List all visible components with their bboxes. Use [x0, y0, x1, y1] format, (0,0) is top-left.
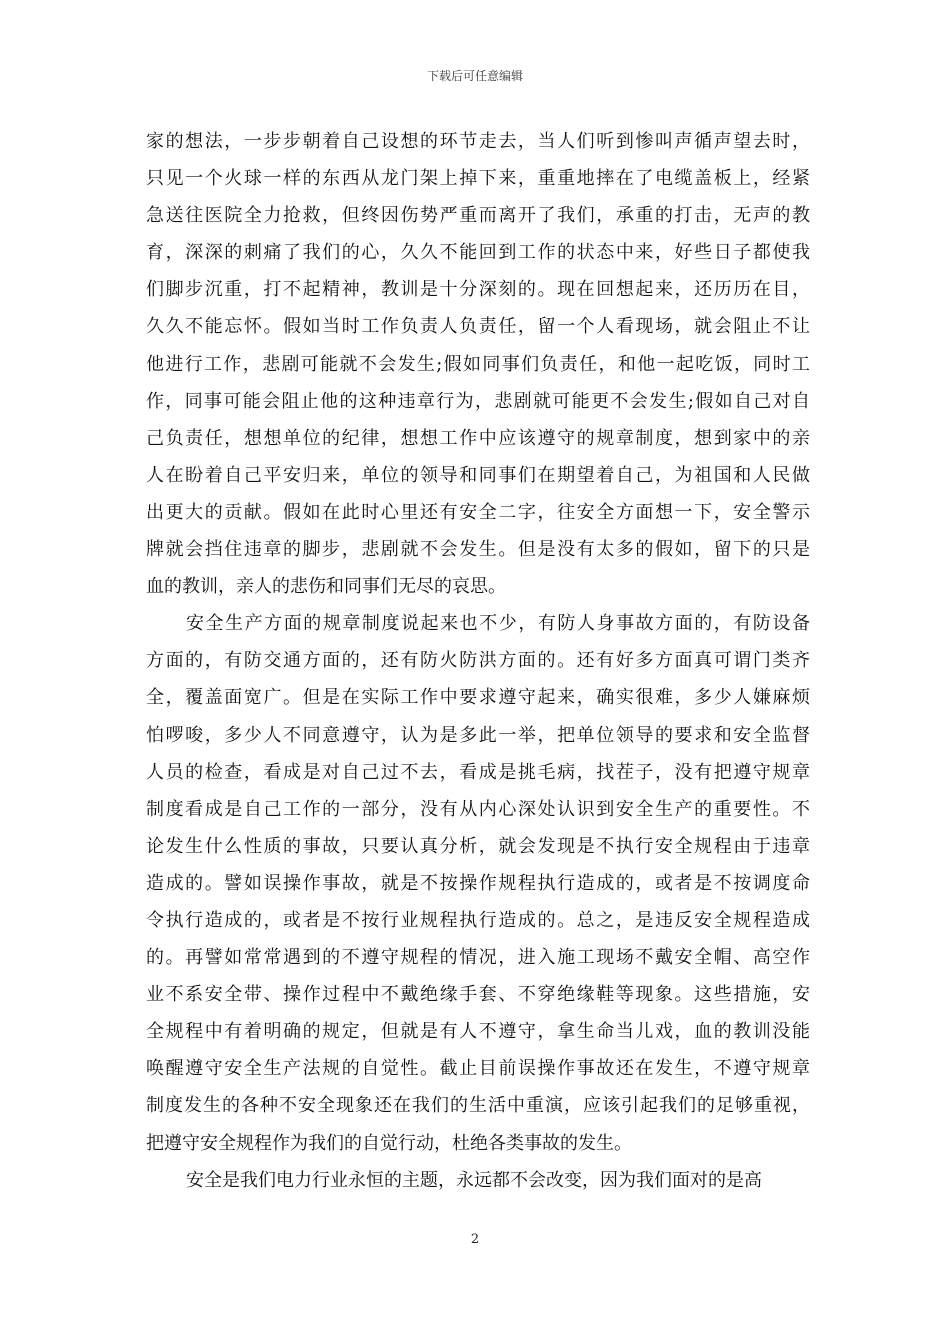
- text-line: 只见一个火球一样的东西从龙门架上掉下来，重重地摔在了电缆盖板上，经紧: [146, 168, 810, 190]
- text-line: 造成的。譬如误操作事故，就是不按操作规程执行造成的，或者是不按调度命: [146, 872, 810, 894]
- text-line: 全，覆盖面宽广。但是在实际工作中要求遵守起来，确实很难，多少人嫌麻烦: [146, 687, 810, 709]
- text-line: 唤醒遵守安全生产法规的自觉性。截止目前误操作事故还在发生，不遵守规章: [146, 1058, 810, 1080]
- text-line: 育，深深的刺痛了我们的心，久久不能回到工作的状态中来，好些日子都使我: [146, 242, 810, 264]
- text-line: 急送往医院全力抢救，但终因伤势严重而离开了我们，承重的打击，无声的教: [146, 205, 810, 227]
- text-line: 安全生产方面的规章制度说起来也不少，有防人身事故方面的，有防设备: [186, 613, 810, 635]
- text-line: 令执行造成的，或者是不按行业规程执行造成的。总之，是违反安全规程造成: [146, 909, 810, 931]
- page-number: 2: [470, 1232, 480, 1247]
- text-line: 业不系安全带、操作过程中不戴绝缘手套、不穿绝缘鞋等现象。这些措施，安: [146, 984, 810, 1006]
- text-line: 的。再譬如常常遇到的不遵守规程的情况，进入施工现场不戴安全帽、高空作: [146, 947, 810, 969]
- paragraph: [146, 1162, 810, 1199]
- page-header: 下载后可任意编辑: [426, 69, 523, 83]
- text-line: 怕啰唆，多少人不同意遵守，认为是多此一举，把单位领导的要求和安全监督: [146, 724, 810, 746]
- text-line: 血的教训，亲人的悲伤和同事们无尽的哀思。: [146, 576, 506, 598]
- text-line: 久久不能忘怀。假如当时工作负责人负责任，留一个人看现场，就会阻止不让: [146, 316, 810, 338]
- text-line: 牌就会挡住违章的脚步，悲剧就不会发生。但是没有太多的假如，留下的只是: [146, 539, 810, 561]
- text-line: 他进行工作，悲剧可能就不会发生;假如同事们负责任，和他一起吃饭，同时工: [146, 353, 810, 375]
- text-line: 制度发生的各种不安全现象还在我们的生活中重演，应该引起我们的足够重视，: [146, 1095, 810, 1117]
- paragraph: [146, 605, 810, 1161]
- text-line: 全规程中有着明确的规定，但就是有人不遵守，拿生命当儿戏，血的教训没能: [146, 1021, 810, 1043]
- text-line: 人在盼着自己平安归来，单位的领导和同事们在期望着自己，为祖国和人民做: [146, 464, 810, 486]
- text-line: 方面的，有防交通方面的，还有防火防洪方面的。还有好多方面真可谓门类齐: [146, 650, 810, 672]
- body-text: [146, 123, 810, 1199]
- text-line: 论发生什么性质的事故，只要认真分析，就会发现是不执行安全规程由于违章: [146, 835, 810, 857]
- text-line: 把遵守安全规程作为我们的自觉行动，杜绝各类事故的发生。: [146, 1132, 632, 1154]
- text-line: 出更大的贡献。假如在此时心里还有安全二字，往安全方面想一下，安全警示: [146, 501, 810, 523]
- paragraph: [146, 123, 810, 605]
- text-line: 安全是我们电力行业永恒的主题，永远都不会改变，因为我们面对的是高: [186, 1169, 762, 1191]
- text-line: 家的想法，一步步朝着自己设想的环节走去，当人们听到惨叫声循声望去时，: [146, 131, 810, 152]
- text-line: 作，同事可能会阻止他的这种违章行为，悲剧就可能更不会发生;假如自己对自: [146, 390, 810, 412]
- text-line: 制度看成是自己工作的一部分，没有从内心深处认识到安全生产的重要性。不: [146, 798, 810, 820]
- text-line: 人员的检查，看成是对自己过不去，看成是挑毛病，找茬子，没有把遵守规章: [146, 761, 810, 783]
- text-line: 己负责任，想想单位的纪律，想想工作中应该遵守的规章制度，想到家中的亲: [146, 427, 810, 449]
- text-line: 们脚步沉重，打不起精神，教训是十分深刻的。现在回想起来，还历历在目，: [146, 279, 810, 301]
